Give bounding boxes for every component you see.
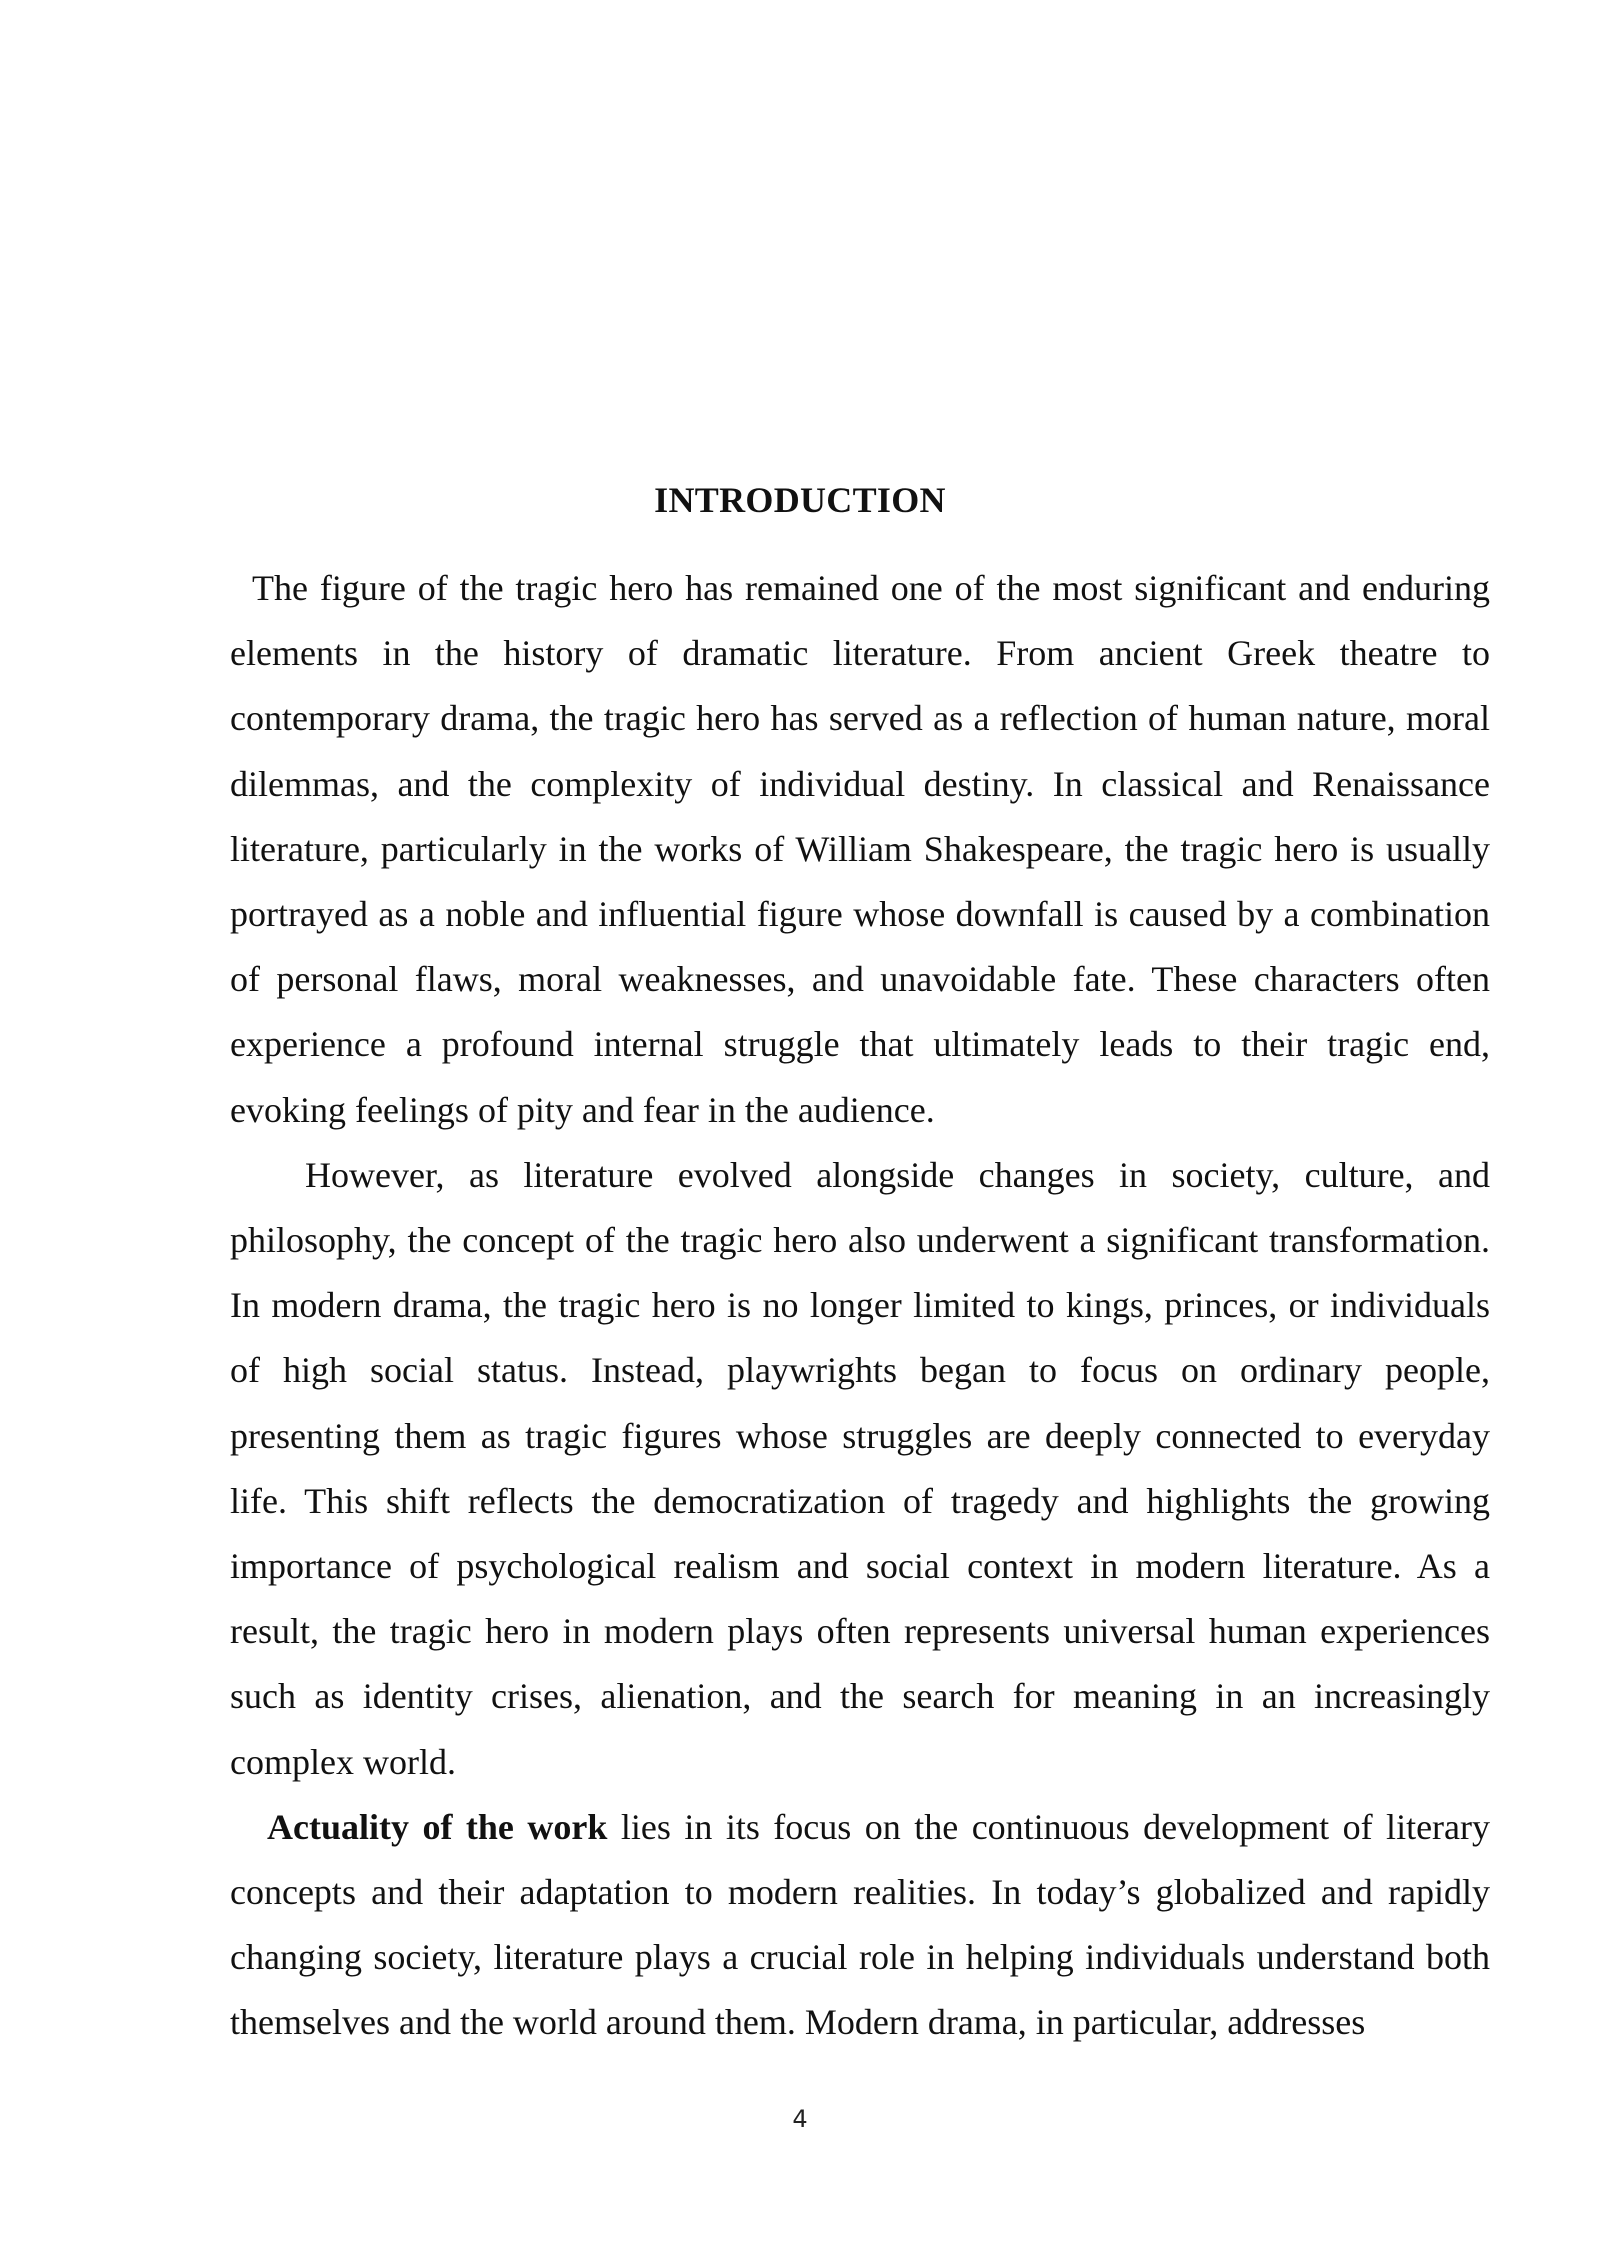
paragraph-1: The figure of the tragic hero has remained one of the most significant and enduring elements in the history of dramatic literature. From ancient Greek theatre to contemporary drama, the tragic hero has served as a reflection of human nature, moral dilemmas, and the complexity of individual destiny. In classical and Renaissance literature, particularly in the works of William Shakespeare, the tragic hero is usually portrayed as a noble and influential figure whose downfall is caused by a combination of personal flaws, moral weaknesses, and unavoidable fate. These characters often experience a profound internal struggle that ultimately leads to their tragic end, evoking feelings of pity and fear in the audience. xyxy=(230,568,1490,1130)
paragraph-3-bold-lead: Actuality of the work xyxy=(267,1806,608,1847)
paragraph-3 xyxy=(230,1795,1490,2056)
body-text xyxy=(230,556,1490,2056)
paragraph-2: However, as literature evolved alongside changes in society, culture, and philosophy, the concept of the tragic hero also underwent a significant transformation. In modern drama, the tragic hero is no longer limited to kings, princes, or individuals of high social status. Instead, playwrights began to focus on ordinary people, presenting them as tragic figures whose struggles are deeply connected to everyday life. This shift reflects the democratization of tragedy and highlights the growing importance of psychological realism and social context in modern literature. As a result, the tragic hero in modern plays often represents universal human experiences such as identity crises, alienation, and the search for meaning in an increasingly complex world. xyxy=(230,1154,1490,1782)
paragraph-3-text: lies in its focus on the continuous development of literary concepts and their adaptation to modern realities. In today’s globalized and rapidly changing society, literature plays a crucial role in helping individuals understand both themselves and the world around them. Modern drama, in particular, addresses xyxy=(230,1806,1491,2043)
page-number: 4 xyxy=(792,2105,808,2133)
page-title: INTRODUCTION xyxy=(654,480,946,520)
